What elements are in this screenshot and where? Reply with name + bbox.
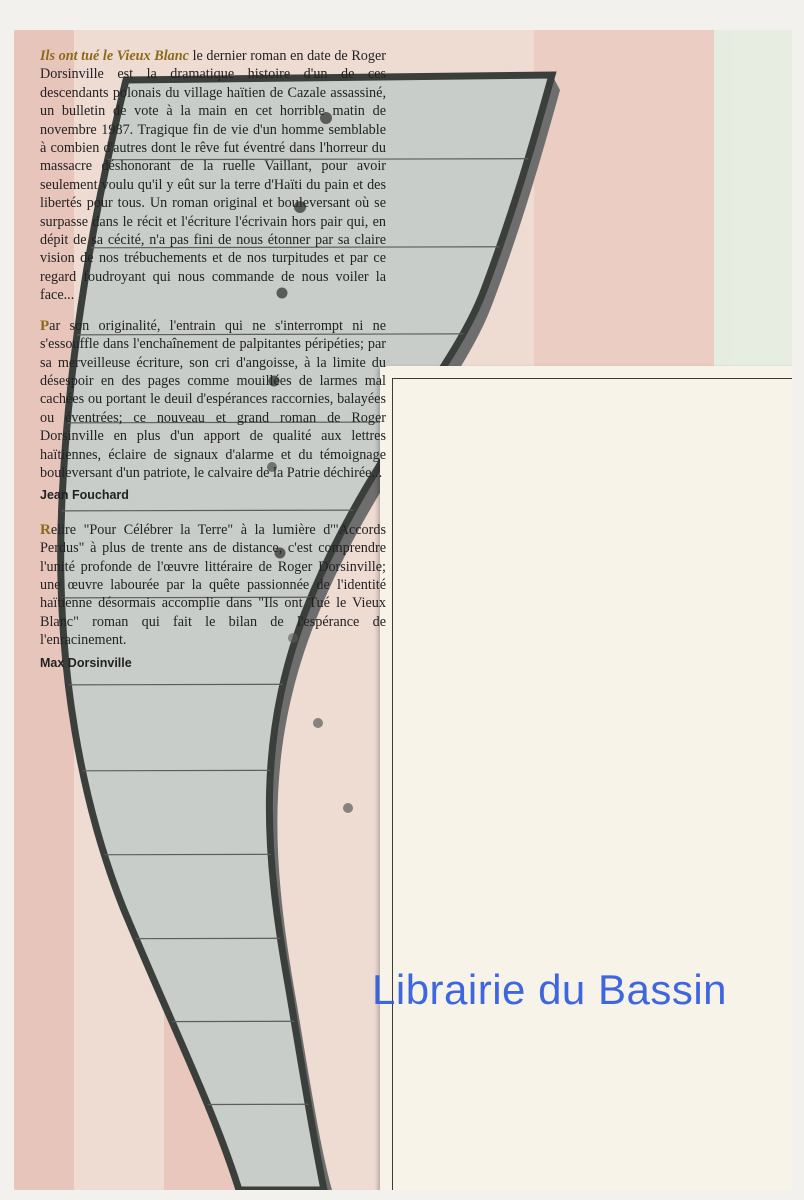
dropcap-p: P <box>40 317 50 334</box>
watermark-text: Librairie du Bassin <box>372 966 728 1013</box>
book-title-inline: Ils ont tué le Vieux Blanc <box>40 48 189 64</box>
blurb-panel <box>380 366 792 1190</box>
dropcap-r: R <box>40 521 51 538</box>
blurb-text <box>40 47 386 688</box>
signature-jean-fouchard: Jean Fouchard <box>40 488 129 503</box>
signature-max-dorsinville: Max Dorsinville <box>40 655 132 670</box>
blurb-paragraph-1 <box>40 47 386 305</box>
paragraph-2-body: ar son originalité, l'entrain qui ne s'interrompt ni ne s'essouffle dans l'enchaînement de palpitantes péripéties; par sa merveilleuse écriture, son cri d'angoisse, à la limite du désespoir en des pages comme mouillées de larmes mal cachées ou portant le deuil d'espérances raccornies, balayées ou éventrées; ce nouveau et grand roman de Roger Dorsinville en plus d'un apport de qualité aux lettres haïtiennes, éclaire de signaux d'alarme et du témoignage bouleversant d'un patriote, le calvaire de la Patrie déchirée... <box>40 317 386 481</box>
paragraph-1-body: le dernier roman en date de Roger Dorsinville est la dramatique histoire d'un de ces descendants polonais du village haïtien de Cazale assassiné, un bulletin de vote à la main en cet horrible matin de novembre 1987. Tragique fin de vie d'un homme semblable à combien d'autres dont le rêve fut éventré dans l'horreur du massacre déshonorant de la ruelle Vaillant, pour avoir seulement voulu qu'il y eût sur la terre d'Haïti du pain et des libertés pour tous. Un roman original et bouleversant où se surpasse dans le récit et l'écriture l'écrivain hors pair qui, en dépit de sa cécité, n'a pas fini de nous étonner par sa claire vision de nos trébuchements et de nos turpitudes et par ce regard foudroyant qui nous commande de nous voiler la face... <box>40 48 386 304</box>
blurb-paragraph-3 <box>40 521 386 650</box>
blurb-paragraph-2 <box>40 317 386 483</box>
paragraph-3-body: elire "Pour Célébrer la Terre" à la lumière d'"Accords Perdus" à plus de trente ans de distance, c'est comprendre l'unité profonde de l'œuvre littéraire de Roger Dorsinville; une œuvre labourée par la quête passionnée de l'identité haïtienne désormais accomplie dans "Ils ont Tué le Vieux Blanc" roman qui fait le bilan de l'espérance de l'enracinement. <box>40 521 386 649</box>
panel-border <box>392 378 792 1190</box>
